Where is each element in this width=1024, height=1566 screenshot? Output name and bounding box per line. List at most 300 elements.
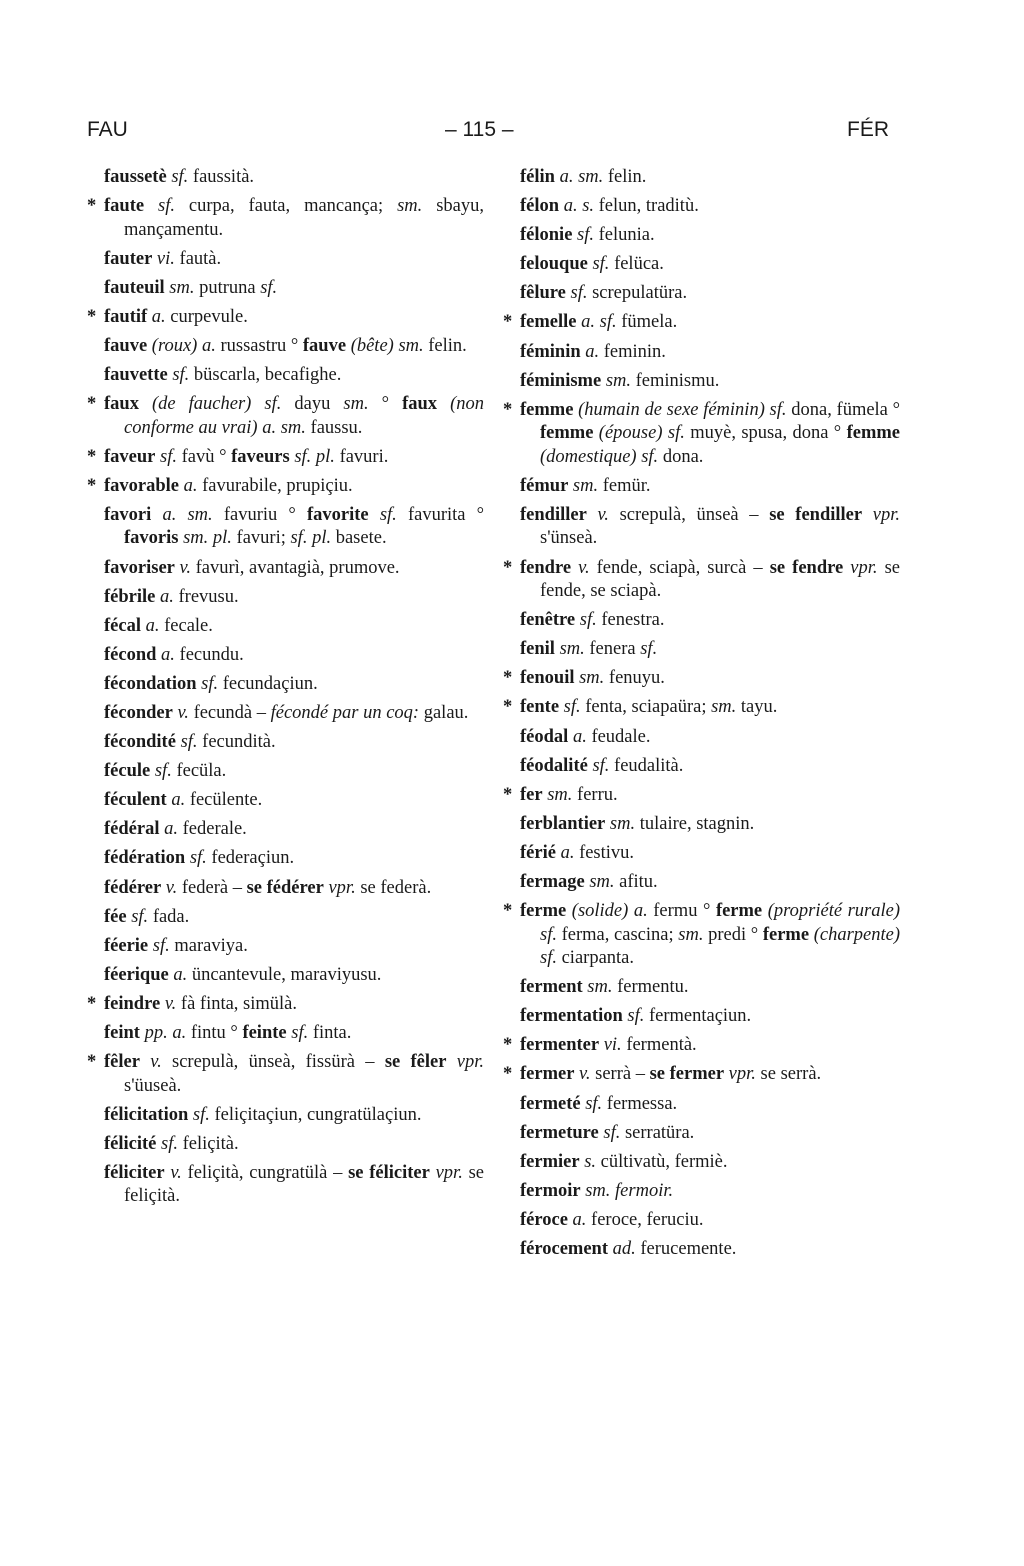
asterisk-marker: * (87, 196, 97, 217)
dictionary-entry (104, 557, 484, 581)
definition-text: fenta, sciapaüra; (580, 697, 712, 718)
headword: fécondité (104, 732, 176, 753)
dictionary-entry (104, 935, 484, 959)
definition-text: üncantevule, maraviyusu. (187, 964, 382, 985)
grammar-label: v. (177, 703, 189, 723)
grammar-label: v. (597, 504, 609, 525)
grammar-label: sf. (563, 697, 581, 718)
dictionary-entry (520, 195, 900, 219)
dictionary-entry (520, 1180, 900, 1204)
grammar-label: sf. (640, 639, 658, 660)
definition-text: maraviya. (169, 935, 248, 956)
headword: fermenter (520, 1035, 600, 1056)
dictionary-entry (104, 731, 484, 755)
asterisk-marker: * (503, 1064, 513, 1085)
grammar-label: sf. (171, 167, 189, 187)
headword: ferme (520, 901, 567, 922)
dictionary-entry (520, 253, 900, 277)
headword: fédéral (104, 819, 160, 840)
definition-text: screpulà, ünseà – (608, 504, 770, 525)
definition-text: feudalità. (609, 755, 684, 776)
headword: féculent (104, 790, 167, 811)
headword: faussetè (104, 167, 167, 187)
headword: fécule (104, 761, 151, 782)
grammar-label: vpr. (435, 1162, 463, 1183)
dictionary-entry (520, 1122, 900, 1146)
definition-text: sbayu, mançamentu. (124, 196, 484, 240)
definition-text: fecundaçiun. (218, 673, 318, 694)
headword: ferblantier (520, 813, 606, 834)
grammar-label: a. (173, 964, 188, 985)
headword: fente (520, 697, 560, 718)
definition-text: fermentaçiun. (644, 1006, 752, 1027)
dictionary-entry (104, 1162, 484, 1209)
headword: fautif (104, 306, 148, 327)
grammar-label: sf. (260, 277, 278, 298)
dictionary-entry (520, 1093, 900, 1117)
definition-text: fermessa. (602, 1093, 678, 1114)
dictionary-entry (87, 306, 484, 330)
grammar-label: sf. (192, 1104, 210, 1125)
dictionary-entry (104, 906, 484, 930)
grammar-label: a. (161, 644, 175, 665)
headword: se fermer (649, 1064, 725, 1085)
definition-text: putruna (194, 277, 261, 298)
grammar-label: a. (151, 306, 166, 327)
definition-text: festivu. (574, 842, 635, 863)
dictionary-entry (104, 789, 484, 813)
dictionary-entry (503, 784, 900, 808)
definition-text (862, 505, 873, 525)
grammar-label: sm. (585, 1180, 611, 1201)
grammar-label: vi. (603, 1035, 622, 1056)
definition-text: ° (368, 394, 403, 415)
grammar-label: a. sf. (581, 312, 617, 333)
definition-text: fecundu. (174, 644, 244, 665)
headword: se fêler (384, 1052, 447, 1073)
running-head-left: FAU (87, 118, 128, 141)
grammar-label: sm. (589, 871, 615, 892)
definition-text: fümela. (616, 312, 678, 333)
grammar-label: a. (160, 586, 174, 607)
grammar-label: (charpente) sf. (540, 924, 900, 969)
dictionary-entry (520, 976, 900, 1000)
dictionary-entry (104, 364, 484, 388)
definition-text (140, 1052, 150, 1072)
grammar-label: (épouse) sf. (598, 423, 685, 444)
headword: fauve (104, 335, 148, 356)
headword: fauvette (104, 365, 168, 386)
definition-text: screpulatüra. (587, 283, 688, 304)
headword: fécond (104, 644, 157, 665)
grammar-label: sf. (291, 1023, 309, 1044)
dictionary-entry (520, 871, 900, 895)
dictionary-entry (104, 586, 484, 610)
grammar-label: fermoir. (615, 1180, 674, 1201)
asterisk-marker: * (87, 475, 97, 496)
headword: fermage (520, 871, 585, 892)
dictionary-entry (87, 993, 484, 1017)
headword: fenouil (520, 668, 575, 689)
definition-text: fecundà – (188, 703, 271, 723)
definition-text: faussità. (188, 167, 255, 187)
asterisk-marker: * (87, 394, 97, 415)
headword: se fendre (769, 557, 844, 578)
definition-text (446, 1052, 456, 1072)
grammar-label: a. sm. (559, 167, 604, 187)
dictionary-entry (503, 399, 900, 470)
headword: fée (104, 906, 127, 927)
grammar-label: sm. (547, 784, 573, 805)
definition-text: fà finta, simülà. (176, 993, 298, 1014)
grammar-label: sm. (605, 370, 631, 391)
headword: fauve (302, 335, 347, 356)
definition-text: frevusu. (173, 586, 239, 607)
definition-text: dona. (658, 446, 704, 467)
asterisk-marker: * (87, 1052, 97, 1073)
definition-text: tulaire, stagnin. (635, 813, 755, 834)
asterisk-marker: * (503, 901, 513, 922)
grammar-label: sf. pl. (290, 528, 332, 549)
grammar-label: a. s. (563, 196, 595, 217)
grammar-label: sf. (592, 755, 610, 776)
grammar-label: vpr. (872, 504, 901, 525)
grammar-label: (de faucher) sf. (152, 394, 282, 415)
headword: faux (104, 394, 139, 415)
grammar-label: sf. (172, 365, 190, 386)
definition-text: federaçiun. (206, 848, 295, 869)
grammar-label: v. (578, 557, 590, 578)
headword: fermentation (520, 1006, 623, 1027)
grammar-label: sf. (161, 1133, 178, 1154)
grammar-label: sf. (603, 1122, 621, 1143)
grammar-label: sf. (131, 906, 149, 927)
grammar-label: sf. (627, 1006, 645, 1027)
grammar-label: vpr. (850, 557, 878, 578)
grammar-label: sm. (559, 639, 585, 660)
grammar-label: v. (579, 1064, 591, 1085)
definition-text: tayu. (736, 697, 778, 718)
dictionary-entry (520, 1005, 900, 1029)
dictionary-entry (520, 1209, 900, 1233)
grammar-label: vpr. (456, 1052, 485, 1073)
headword: fauteuil (104, 277, 165, 298)
definition-text: favuri; (231, 528, 291, 549)
headword: faute (104, 196, 145, 217)
headword: ferme (762, 924, 810, 945)
dictionary-entry (104, 847, 484, 871)
headword: feinte (242, 1023, 287, 1044)
headword: fermeté (520, 1093, 581, 1114)
definition-text: feudale. (586, 726, 651, 747)
headword: favorable (104, 475, 180, 496)
headword: ferme (715, 901, 763, 922)
headword: favoris (124, 528, 179, 549)
headword: faveurs (231, 446, 290, 467)
dictionary-entry (520, 504, 900, 551)
grammar-label: vpr. (728, 1064, 756, 1085)
grammar-label: (non conforme au vrai) a. sm. (124, 394, 485, 438)
headword: fer (520, 784, 543, 805)
definition-text: fecüla. (171, 761, 227, 782)
dictionary-entry (104, 702, 484, 726)
dictionary-entry (104, 877, 484, 901)
headword: femme (520, 399, 574, 420)
definition-text: galau. (419, 703, 469, 723)
definition-text: fada. (148, 906, 190, 927)
asterisk-marker: * (503, 557, 513, 578)
definition-text: ciarpanta. (556, 948, 635, 969)
grammar-label: a. (145, 615, 160, 636)
definition-text: se feliçità. (124, 1162, 484, 1207)
headword: féminisme (520, 370, 602, 391)
definition-text: favuriu ° (212, 504, 307, 525)
headword: féodal (520, 726, 569, 747)
definition-text: fecülente. (185, 790, 263, 811)
asterisk-marker: * (87, 446, 97, 467)
headword: femme (846, 423, 900, 444)
definition-text: felin. (603, 167, 647, 187)
definition-text: curpa, fauta, mancança; (174, 196, 398, 217)
definition-text: fenestra. (596, 610, 665, 631)
grammar-label: sf. (160, 446, 177, 467)
headword: félin (520, 167, 555, 187)
grammar-label: sf. (570, 283, 588, 304)
headword: féerie (104, 935, 149, 956)
dictionary-entry (520, 370, 900, 394)
headword: femelle (520, 312, 577, 333)
headword: féerique (104, 964, 169, 985)
grammar-label: sm. pl. (183, 528, 232, 549)
definition-text (139, 394, 152, 414)
definition-text: ferma, cascina; (556, 924, 679, 945)
asterisk-marker: * (503, 784, 513, 805)
dictionary-entry (104, 166, 484, 190)
dictionary-entry (520, 166, 900, 190)
headword: fécondation (104, 673, 197, 694)
headword: fenil (520, 639, 555, 660)
dictionary-entry (87, 393, 485, 440)
headword: favori (104, 504, 152, 525)
grammar-label: a. (164, 819, 178, 840)
definition-text: federale. (177, 819, 247, 840)
dictionary-entry (520, 638, 900, 662)
definition-text: feliçitaçiun, cungratülaçiun. (209, 1104, 422, 1125)
dictionary-entry (520, 813, 900, 837)
headword: fendre (520, 557, 572, 578)
definition-text: muyè, spusa, dona ° (684, 423, 847, 444)
dictionary-entry (503, 900, 901, 971)
definition-text: se fende, se sciapà. (540, 557, 900, 602)
headword: fédération (104, 848, 186, 869)
grammar-label: (propriété rurale) sf. (540, 901, 901, 945)
headword: férocement (520, 1239, 608, 1259)
asterisk-marker: * (503, 1035, 513, 1056)
grammar-label: sm. (397, 196, 423, 217)
dictionary-entry (104, 248, 484, 272)
headword: féminin (520, 341, 581, 362)
dictionary-entry (503, 667, 900, 691)
definition-text: femür. (598, 475, 651, 496)
definition-text: ferucemente. (635, 1239, 737, 1259)
headword: fenêtre (520, 610, 576, 631)
dictionary-entry (520, 609, 900, 633)
definition-text: feroce, feruciu. (586, 1209, 704, 1230)
running-head-right: FÉR (847, 118, 889, 141)
definition-text: ferru. (572, 784, 618, 805)
headword: fermoir (520, 1180, 581, 1201)
definition-text: fermu ° (647, 901, 716, 922)
definition-text: favurì, avantagià, prumove. (190, 557, 400, 578)
headword: félicitation (104, 1104, 189, 1125)
dictionary-entry (104, 1022, 484, 1046)
definition-text (369, 505, 380, 525)
definition-text: favurita ° (396, 504, 485, 525)
definition-text: screpulà, ünseà, fissürà – (161, 1052, 385, 1073)
definition-text: dona, fümela ° (786, 399, 900, 420)
headword: fébrile (104, 586, 156, 607)
headword: fêler (104, 1052, 140, 1073)
headword: ferment (520, 977, 583, 998)
grammar-label: (humain de sexe féminin) sf. (578, 399, 787, 420)
asterisk-marker: * (503, 312, 513, 333)
definition-text: fenera (584, 639, 641, 660)
dictionary-entry (520, 842, 900, 866)
grammar-label: v. (170, 1162, 182, 1183)
grammar-label: a. (560, 842, 575, 863)
asterisk-marker: * (87, 993, 97, 1014)
dictionary-entry (104, 504, 484, 551)
definition-text: felun, traditù. (594, 196, 699, 217)
headword: féconder (104, 703, 173, 723)
dictionary-entry (104, 277, 484, 301)
grammar-label: a. (572, 726, 587, 747)
definition-text: fenuyu. (604, 668, 665, 689)
grammar-label: sf. (579, 610, 597, 631)
headword: fémur (520, 475, 569, 496)
definition-text: serrà – (590, 1064, 650, 1085)
grammar-label: sm. (587, 977, 613, 998)
definition-text: fermentu. (612, 977, 689, 998)
definition-text: feminismu. (631, 370, 720, 391)
dictionary-entry (104, 818, 484, 842)
grammar-label: ad. (612, 1239, 636, 1259)
grammar-label: (roux) a. (151, 335, 216, 356)
headword: férié (520, 842, 556, 863)
dictionary-entry (104, 964, 484, 988)
definition-text: serratüra. (620, 1122, 695, 1143)
grammar-label: a. (183, 475, 198, 496)
grammar-label: sf. (158, 196, 175, 217)
grammar-label: sf. (592, 254, 610, 275)
headword: faux (402, 394, 438, 415)
headword: favorite (307, 504, 369, 525)
headword: favoriser (104, 557, 175, 578)
headword: félicité (104, 1133, 157, 1154)
grammar-label: sf. (154, 761, 172, 782)
definition-text: cültivatù, fermiè. (596, 1151, 728, 1172)
grammar-label: sf. pl. (294, 446, 335, 467)
grammar-label: sf. (180, 732, 198, 753)
headword: feint (104, 1023, 140, 1044)
headword: fermeture (520, 1122, 599, 1143)
dictionary-entry (520, 1151, 900, 1175)
definition-text (587, 505, 598, 525)
dictionary-entry (503, 1063, 900, 1087)
dictionary-entry (87, 195, 484, 242)
asterisk-marker: * (503, 399, 513, 420)
grammar-label: v. (150, 1052, 162, 1073)
grammar-label: sf. (577, 225, 594, 246)
definition-text: se federà. (355, 877, 432, 898)
grammar-label: sf. (379, 504, 397, 525)
asterisk-marker: * (87, 306, 97, 327)
headword: fendiller (520, 504, 587, 525)
definition-text: fecundità. (197, 732, 276, 753)
definition-text: felunia. (594, 225, 655, 246)
headword: feindre (104, 993, 161, 1014)
dictionary-entry (104, 1133, 484, 1157)
dictionary-entry (520, 726, 900, 750)
definition-text: predi ° (703, 924, 763, 945)
headword: félonie (520, 225, 573, 246)
definition-text: feliçità. (177, 1133, 239, 1154)
grammar-label: a. (171, 790, 186, 811)
dictionary-entry (104, 644, 484, 668)
definition-text: faussu. (305, 417, 363, 438)
left-column (87, 166, 485, 1215)
headword: fédérer (104, 877, 162, 898)
definition-text: feliçità, cungratülà – (181, 1162, 349, 1183)
dictionary-entry (520, 1238, 900, 1262)
headword: se fédérer (246, 877, 324, 898)
headword: féliciter (104, 1162, 165, 1183)
headword: fermer (520, 1064, 575, 1085)
headword: se fendiller (769, 504, 863, 525)
headword: fauter (104, 248, 153, 269)
definition-text: s'ünseà. (540, 528, 598, 549)
right-column (503, 166, 901, 1267)
grammar-label: vpr. (328, 877, 356, 898)
definition-text: curpevule. (165, 306, 248, 327)
grammar-label: vi. (156, 248, 175, 269)
definition-text: fende, sciapà, surcà – (589, 557, 770, 578)
definition-text: federà – (177, 877, 247, 898)
dictionary-entry (520, 282, 900, 306)
dictionary-entry (104, 335, 484, 359)
definition-text: finta. (308, 1023, 352, 1044)
asterisk-marker: * (503, 668, 513, 689)
headword: fécal (104, 615, 141, 636)
grammar-label: a. sm. (162, 504, 213, 525)
definition-text: afitu. (614, 871, 658, 892)
definition-text: favurabile, prupiçiu. (197, 475, 353, 496)
grammar-label: sf. (152, 935, 170, 956)
dictionary-entry (87, 475, 484, 499)
dictionary-entry (520, 224, 900, 248)
grammar-label: (domestique) sf. (540, 446, 659, 467)
definition-text: feminin. (599, 341, 666, 362)
definition-text: fautà. (174, 248, 222, 269)
dictionary-entry (503, 557, 900, 604)
grammar-label: v. (179, 557, 191, 578)
dictionary-entry (87, 1051, 485, 1098)
definition-text: russastru ° (215, 335, 303, 356)
headword: fêlure (520, 283, 566, 304)
grammar-label: sf. (189, 848, 207, 869)
definition-text: felüca. (609, 254, 664, 275)
grammar-label: sm. (572, 475, 599, 496)
